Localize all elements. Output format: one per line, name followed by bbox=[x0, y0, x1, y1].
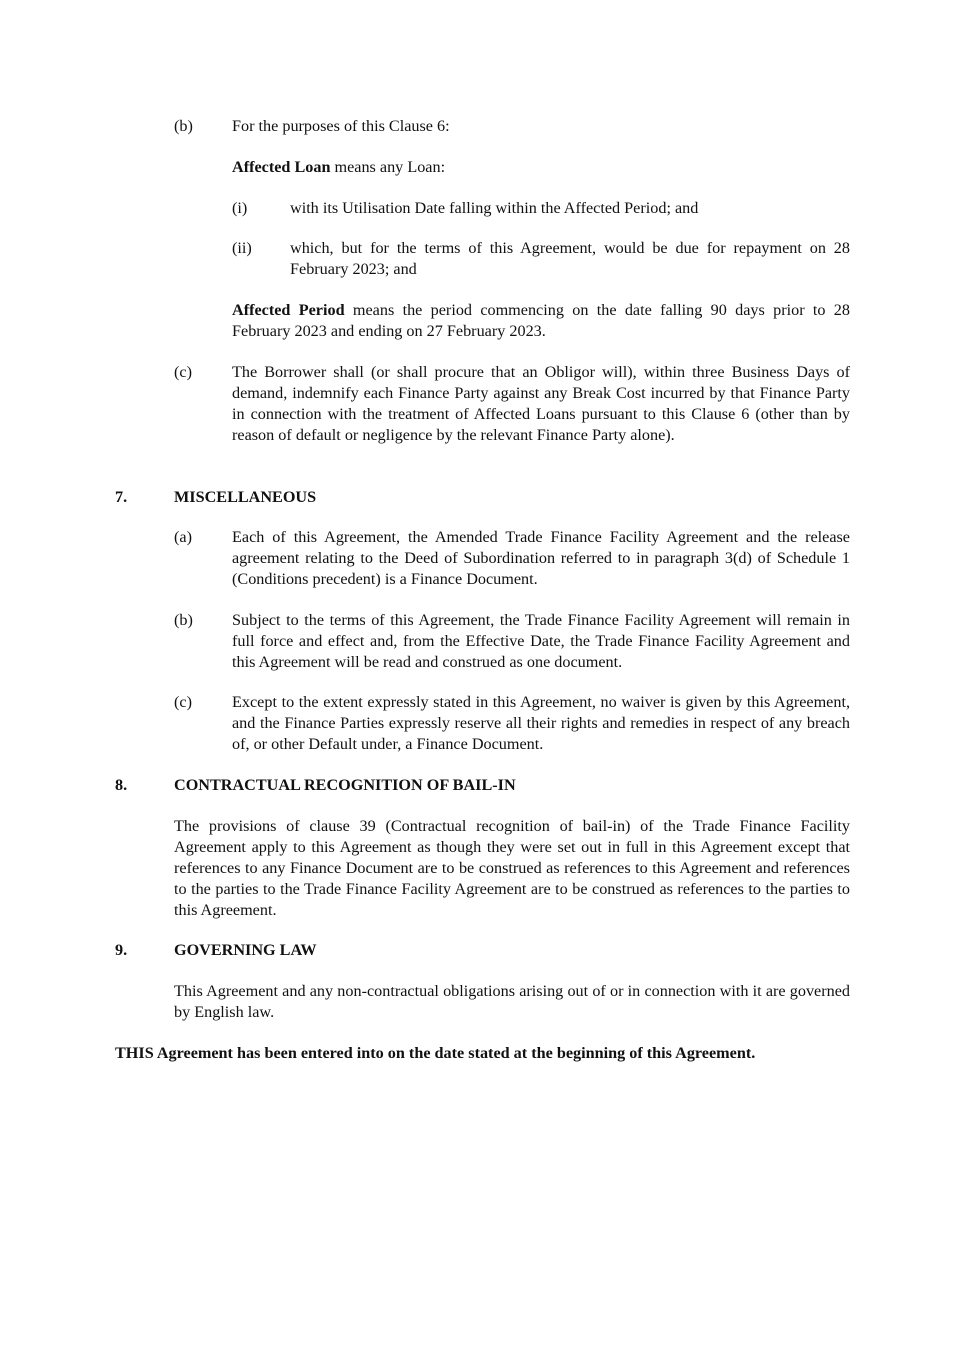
sub-item-text: with its Utilisation Date falling within the Affected Period; and bbox=[290, 199, 699, 217]
definition-text: means any Loan: bbox=[330, 158, 446, 176]
clause-7c-label: (c) bbox=[174, 693, 192, 711]
sub-item-label: (ii) bbox=[232, 239, 252, 257]
defined-term-affected-loan: Affected Loan bbox=[232, 158, 331, 176]
clause-6b-text: For the purposes of this Clause 6: bbox=[232, 117, 450, 135]
clause-6b-label: (b) bbox=[174, 117, 193, 135]
clause-7c-text: Except to the extent expressly stated in this Agreement, no waiver is given by this Agreement, and the Finance Parties expressly reserve all their rights and remedies in respect of any breach of, or other Default under, a Finance Document. bbox=[232, 693, 850, 753]
definition-affected-period bbox=[232, 300, 850, 342]
clause-6c-label: (c) bbox=[174, 363, 192, 381]
clause-7b-label: (b) bbox=[174, 611, 193, 629]
clause-7a-text: Each of this Agreement, the Amended Trade Finance Facility Agreement and the release agreement relating to the Deed of Subordination referred to in paragraph 3(d) of Schedule 1 (Conditions precedent) is a Finance Document. bbox=[232, 528, 850, 588]
clause-8-text: The provisions of clause 39 (Contractual recognition of bail-in) of the Trade Finance Facility Agreement apply to this Agreement as though they were set out in full in this Agreement except that references to any Finance Document are to be construed as references to this Agreement and references to the parties to the Trade Finance Facility Agreement are to be construed as references to the parties to this Agreement. bbox=[174, 817, 850, 919]
closing-statement: THIS Agreement has been entered into on the date stated at the beginning of this Agreement. bbox=[115, 1044, 756, 1062]
definition-text: means the period commencing on the date falling 90 days prior to 28 February 2023 and ending on 27 February 2023. bbox=[232, 301, 850, 340]
clause-8-number: 8. bbox=[115, 776, 128, 794]
sub-item-text: which, but for the terms of this Agreement, would be due for repayment on 28 February 2023; and bbox=[290, 239, 850, 278]
definition-affected-loan bbox=[232, 157, 850, 178]
clause-9-heading: GOVERNING LAW bbox=[174, 941, 317, 959]
clause-7-heading: MISCELLANEOUS bbox=[174, 488, 317, 506]
clause-7a-label: (a) bbox=[174, 528, 192, 546]
clause-6c-text: The Borrower shall (or shall procure that an Obligor will), within three Business Days of demand, indemnify each Finance Party against any Break Cost incurred by that Finance Party in connection with the treatment of Affected Loans pursuant to this Clause 6 (other than by reason of default or negligence by the relevant Finance Party alone). bbox=[232, 363, 850, 444]
clause-7-number: 7. bbox=[115, 488, 128, 506]
clause-8-heading: CONTRACTUAL RECOGNITION OF BAIL-IN bbox=[174, 776, 516, 794]
clause-9-text: This Agreement and any non-contractual obligations arising out of or in connection with it are governed by English law. bbox=[174, 982, 850, 1021]
defined-term-affected-period: Affected Period bbox=[232, 301, 345, 319]
sub-item-label: (i) bbox=[232, 199, 248, 217]
clause-7b-text: Subject to the terms of this Agreement, the Trade Finance Facility Agreement will remain in full force and effect and, from the Effective Date, the Trade Finance Facility Agreement and this Agreement will be read and construed as one document. bbox=[232, 611, 850, 671]
clause-9-number: 9. bbox=[115, 941, 128, 959]
